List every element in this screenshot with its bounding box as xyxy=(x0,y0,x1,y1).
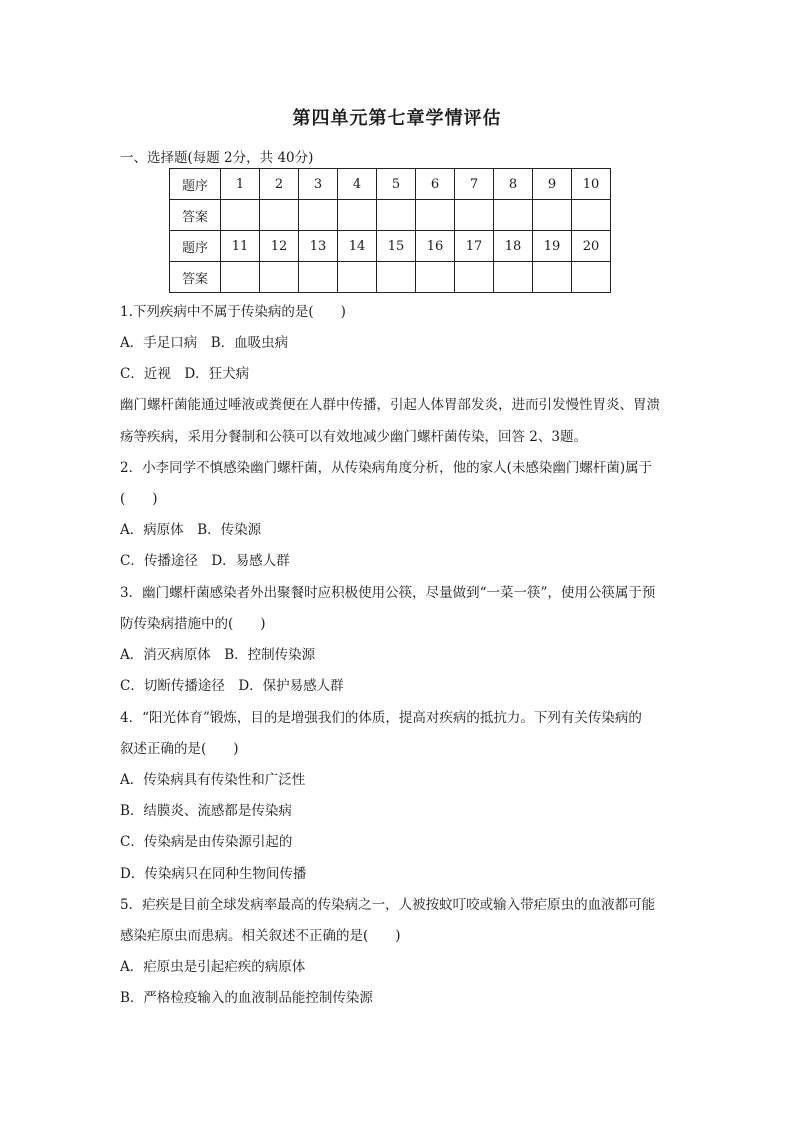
question-number: 8 xyxy=(494,169,533,200)
answer-cell[interactable] xyxy=(299,200,338,231)
question-4-option-b: B．结膜炎、流感都是传染病 xyxy=(120,803,292,819)
question-4-stem: 4．“阳光体育”锻炼，目的是增强我们的体质，提高对疾病的抵抗力。下列有关传染病的 xyxy=(120,710,642,726)
question-3-stem: 3．幽门螺杆菌感染者外出聚餐时应积极使用公筷，尽量做到“一菜一筷”，使用公筷属于预 xyxy=(120,585,656,601)
question-4-option-a: A．传染病具有传染性和广泛性 xyxy=(120,772,306,788)
question-2-stem-cont: ( ) xyxy=(120,491,158,507)
question-number: 20 xyxy=(572,231,611,262)
answer-cell[interactable] xyxy=(338,200,377,231)
answer-cell[interactable] xyxy=(299,262,338,293)
question-2-stem: 2．小李同学不慎感染幽门螺杆菌，从传染病角度分析，他的家人(未感染幽门螺杆菌)属于 xyxy=(120,460,653,476)
question-3-options-cd: C．切断传播途径 D．保护易感人群 xyxy=(120,678,344,694)
question-5-option-a: A．疟原虫是引起疟疾的病原体 xyxy=(120,959,306,975)
passage-line-2: 疡等疾病，采用分餐制和公筷可以有效地减少幽门螺杆菌传染，回答 2、3题。 xyxy=(120,429,587,445)
question-1-options-cd: C．近视 D．狂犬病 xyxy=(120,366,250,382)
answer-cell[interactable] xyxy=(416,200,455,231)
table-row-numbers-2 xyxy=(170,231,611,262)
table-row-answers-1 xyxy=(170,200,611,231)
question-4-stem-cont: 叙述正确的是( ) xyxy=(120,741,239,757)
answer-cell[interactable] xyxy=(377,200,416,231)
question-number: 3 xyxy=(299,169,338,200)
question-number: 5 xyxy=(377,169,416,200)
row-label: 答案 xyxy=(170,200,221,231)
table-row-numbers-1 xyxy=(170,169,611,200)
answer-table xyxy=(169,168,611,293)
answer-cell[interactable] xyxy=(494,262,533,293)
answer-cell[interactable] xyxy=(260,200,299,231)
question-2-options-cd: C．传播途径 D．易感人群 xyxy=(120,553,290,569)
question-number: 19 xyxy=(533,231,572,262)
answer-cell[interactable] xyxy=(455,262,494,293)
answer-cell[interactable] xyxy=(572,200,611,231)
question-number: 10 xyxy=(572,169,611,200)
question-number: 9 xyxy=(533,169,572,200)
question-number: 7 xyxy=(455,169,494,200)
answer-cell[interactable] xyxy=(533,262,572,293)
answer-cell[interactable] xyxy=(377,262,416,293)
question-number: 2 xyxy=(260,169,299,200)
answer-cell[interactable] xyxy=(455,200,494,231)
question-4-option-d: D．传染病只在同种生物间传播 xyxy=(120,866,307,882)
question-2-options-ab: A．病原体 B．传染源 xyxy=(120,522,262,538)
question-number: 16 xyxy=(416,231,455,262)
question-3-stem-cont: 防传染病措施中的( ) xyxy=(120,616,266,632)
question-4-option-c: C．传染病是由传染源引起的 xyxy=(120,834,293,850)
answer-cell[interactable] xyxy=(221,262,260,293)
question-3-options-ab: A．消灭病原体 B．控制传染源 xyxy=(120,647,316,663)
question-number: 12 xyxy=(260,231,299,262)
question-number: 14 xyxy=(338,231,377,262)
answer-cell[interactable] xyxy=(338,262,377,293)
question-number: 15 xyxy=(377,231,416,262)
question-number: 11 xyxy=(221,231,260,262)
answer-cell[interactable] xyxy=(533,200,572,231)
row-label: 题序 xyxy=(170,169,221,200)
question-number: 4 xyxy=(338,169,377,200)
answer-cell[interactable] xyxy=(260,262,299,293)
question-5-option-b: B．严格检疫输入的血液制品能控制传染源 xyxy=(120,990,373,1006)
row-label: 答案 xyxy=(170,262,221,293)
table-row-answers-2 xyxy=(170,262,611,293)
question-5-stem-cont: 感染疟原虫而患病。相关叙述不正确的是( ) xyxy=(120,928,401,944)
passage-line-1: 幽门螺杆菌能通过唾液或粪便在人群中传播，引起人体胃部发炎，进而引发慢性胃炎、胃溃 xyxy=(120,397,660,413)
answer-cell[interactable] xyxy=(572,262,611,293)
answer-cell[interactable] xyxy=(416,262,455,293)
question-number: 13 xyxy=(299,231,338,262)
page-title: 第四单元第七章学情评估 xyxy=(292,108,502,129)
row-label: 题序 xyxy=(170,231,221,262)
question-number: 17 xyxy=(455,231,494,262)
question-number: 6 xyxy=(416,169,455,200)
question-number: 1 xyxy=(221,169,260,200)
question-5-stem: 5．疟疾是目前全球发病率最高的传染病之一，人被按蚊叮咬或输入带疟原虫的血液都可能 xyxy=(120,897,656,913)
answer-cell[interactable] xyxy=(221,200,260,231)
question-1-options-ab: A．手足口病 B．血吸虫病 xyxy=(120,335,289,351)
answer-cell[interactable] xyxy=(494,200,533,231)
question-1-stem: 1.下列疾病中不属于传染病的是( ) xyxy=(120,304,346,320)
section-heading: 一、选择题(每题 2分，共 40分) xyxy=(120,150,314,166)
question-number: 18 xyxy=(494,231,533,262)
